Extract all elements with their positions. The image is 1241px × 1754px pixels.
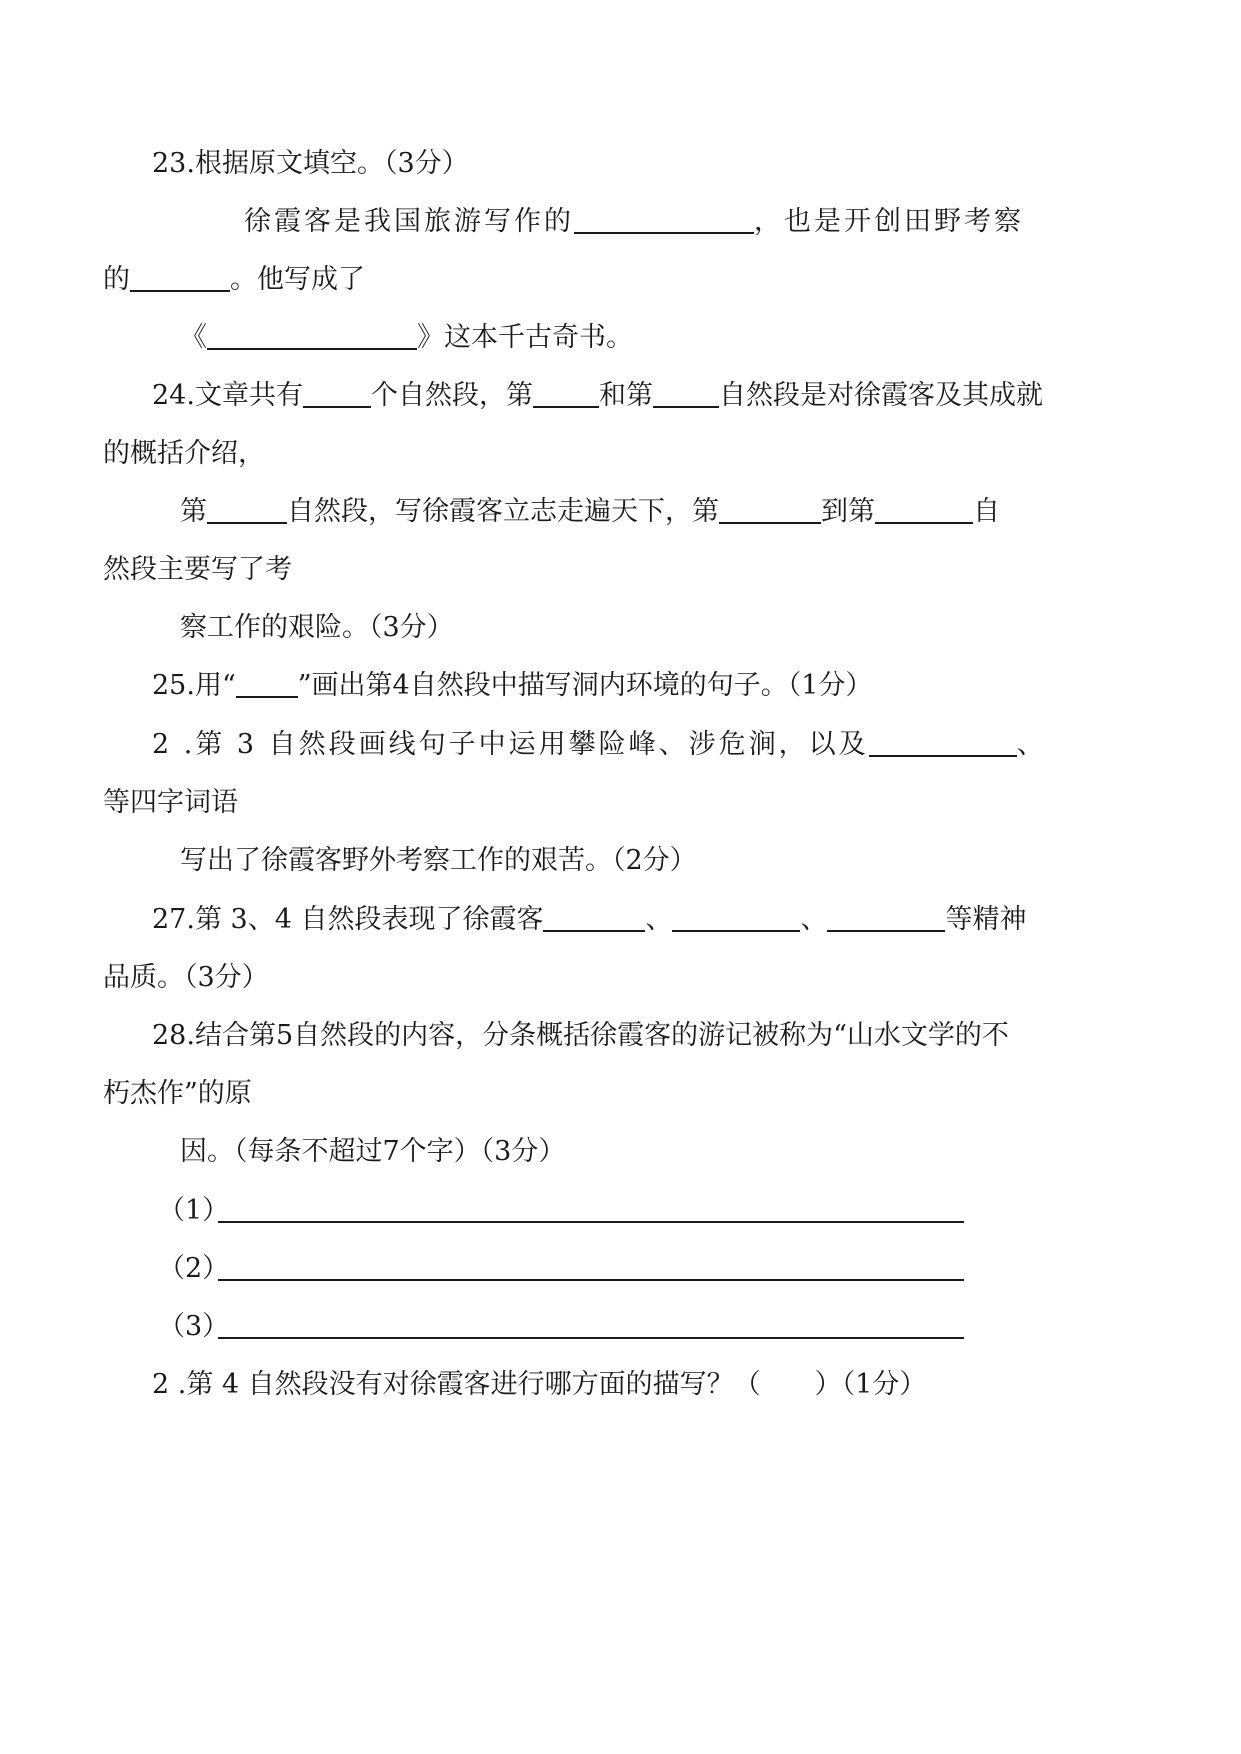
q27-line2: 品质。（3分）	[103, 962, 269, 993]
q27-text-1c: 、	[800, 904, 828, 935]
q24-blank-3[interactable]	[653, 380, 719, 408]
q23-line1	[244, 204, 1024, 240]
q29-line1: 2 .第 4 自然段没有对徐霞客进行哪方面的描写？（ ）（1分）	[152, 1369, 927, 1400]
q24-text-1c: 和第	[598, 380, 653, 411]
q23-line3	[180, 320, 633, 356]
q24-line1	[152, 378, 1043, 414]
q27-blank-3[interactable]	[827, 904, 945, 932]
q28-answer-line-3[interactable]	[218, 1337, 964, 1339]
q28-line3: 因。（每条不超过7个字）（3分）	[180, 1136, 566, 1167]
q28-line1: 28.结合第5自然段的内容，分条概括徐霞客的游记被称为“山水文学的不	[152, 1020, 1009, 1051]
q25-line1	[152, 668, 872, 704]
q25-blank-1[interactable]	[236, 670, 298, 698]
q28-line2: 朽杰作”的原	[103, 1078, 252, 1109]
q24-text-3d: 自	[973, 496, 1000, 527]
q26-text-1b: 、	[1016, 729, 1047, 760]
q24-line5: 察工作的艰险。（3分）	[180, 612, 454, 643]
q24-text-3b: 自然段，写徐霞客立志走遍天下，第	[287, 496, 719, 527]
q24-text-1d: 自然段是对徐霞客及其成就	[718, 380, 1043, 411]
q23-line2	[103, 262, 365, 298]
q26-line1	[152, 727, 1047, 763]
q27-line1	[152, 902, 1026, 938]
q24-line4: 然段主要写了考	[103, 554, 292, 585]
q24-text-3c: 到第	[821, 496, 875, 527]
q24-line2: 的概括介绍，	[103, 438, 265, 469]
q23-blank-2[interactable]	[130, 264, 230, 292]
q28-item-1-label: （1）	[158, 1195, 230, 1226]
q24-blank-5[interactable]	[719, 496, 821, 524]
q27-blank-2[interactable]	[672, 904, 800, 932]
q23-text-2b: 。他写成了	[230, 264, 365, 295]
q24-text-1a: 24.文章共有	[152, 380, 303, 411]
q26-blank-1[interactable]	[869, 729, 1017, 757]
q23-text-3b: 》这本千古奇书。	[417, 322, 633, 353]
q27-text-1b: 、	[645, 904, 673, 935]
q24-blank-2[interactable]	[533, 380, 599, 408]
q27-text-1a: 27.第 3、4 自然段表现了徐霞客	[152, 904, 544, 935]
q28-answer-line-2[interactable]	[218, 1279, 964, 1281]
q24-blank-1[interactable]	[303, 380, 371, 408]
q28-item-2-label: （2）	[158, 1253, 230, 1284]
q24-blank-4[interactable]	[207, 496, 287, 524]
q28-item-3-label: （3）	[158, 1311, 230, 1342]
q24-blank-6[interactable]	[875, 496, 973, 524]
q24-text-3a: 第	[180, 496, 207, 527]
q23-text-1a: 徐霞客是我国旅游写作的	[244, 206, 574, 237]
q26-line2: 等四字词语	[103, 787, 238, 818]
q25-text-1a: 25.用“	[152, 670, 236, 701]
q23-text-1b: ，也是开创田野考察	[754, 206, 1024, 237]
q27-text-1d: 等精神	[945, 904, 1027, 935]
q26-line3: 写出了徐霞客野外考察工作的艰苦。（2分）	[180, 845, 697, 876]
q23-blank-3[interactable]	[207, 322, 417, 350]
q28-answer-line-1[interactable]	[218, 1221, 964, 1223]
q24-text-1b: 个自然段，第	[370, 380, 533, 411]
q23-text-2a: 的	[103, 264, 130, 295]
q23-title: 23.根据原文填空。（3分）	[152, 148, 469, 179]
q26-text-1a: 2 .第 3 自然段画线句子中运用攀险峰、涉危涧，以及	[152, 729, 869, 760]
q23-text-3a: 《	[180, 322, 207, 353]
q27-blank-1[interactable]	[543, 904, 645, 932]
q25-text-1b: ”画出第4自然段中描写洞内环境的句子。（1分）	[297, 670, 873, 701]
q23-blank-1[interactable]	[574, 206, 754, 234]
q24-line3	[180, 494, 1000, 530]
